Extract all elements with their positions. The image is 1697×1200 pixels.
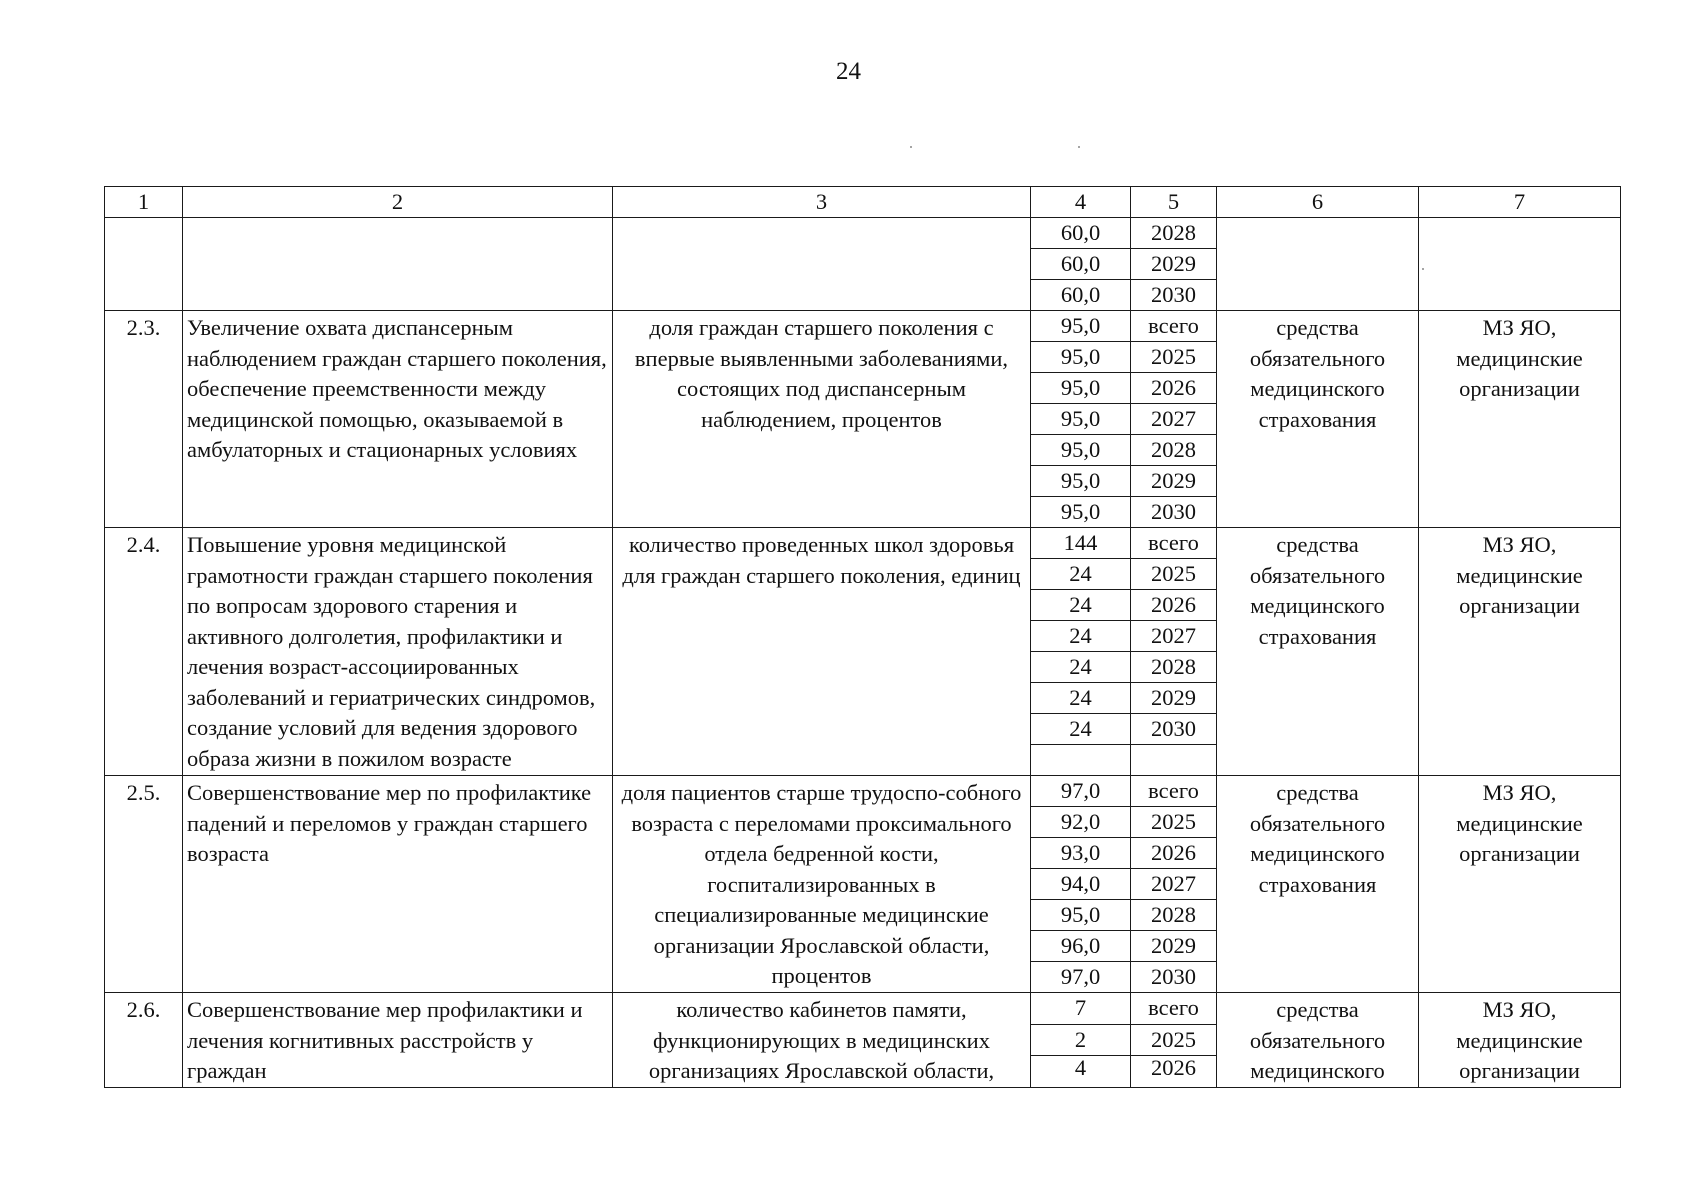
funding-source: средства обязательного медицинского страхования — [1217, 311, 1419, 528]
table-row — [105, 311, 1621, 342]
value-cell: 95,0 — [1031, 497, 1131, 528]
executor: МЗ ЯО, медицинские организации — [1419, 776, 1621, 993]
year-cell: 2028 — [1131, 435, 1217, 466]
year-cell: 2028 — [1131, 900, 1217, 931]
header-cell: 5 — [1131, 187, 1217, 218]
value-cell: 24 — [1031, 559, 1131, 590]
value-cell: 95,0 — [1031, 900, 1131, 931]
year-cell: 2025 — [1131, 342, 1217, 373]
indicator-text: количество кабинетов памяти, функционирующих в медицинских организациях Ярославской области, — [613, 993, 1031, 1088]
year-cell: 2026 — [1131, 590, 1217, 621]
funding-source: средства обязательного медицинского — [1217, 993, 1419, 1088]
value-cell: 24 — [1031, 590, 1131, 621]
empty-cell — [1217, 218, 1419, 311]
continuation-row — [105, 218, 1621, 249]
year-cell: 2029 — [1131, 683, 1217, 714]
year-cell: 2028 — [1131, 652, 1217, 683]
year-cell: 2029 — [1131, 466, 1217, 497]
section-number: 2.4. — [105, 528, 183, 776]
empty-cell — [613, 218, 1031, 311]
scan-speck — [910, 146, 912, 148]
year-cell: 2030 — [1131, 714, 1217, 745]
funding-source: средства обязательного медицинского страхования — [1217, 776, 1419, 993]
indicator-text: количество проведенных школ здоровья для граждан старшего поколения, единиц — [613, 528, 1031, 776]
value-cell: 4 — [1031, 1056, 1131, 1088]
executor: МЗ ЯО, медицинские организации — [1419, 528, 1621, 776]
year-cell: 2029 — [1131, 931, 1217, 962]
value-cell: 24 — [1031, 714, 1131, 745]
value-cell: 2 — [1031, 1024, 1131, 1056]
value-cell: 60,0 — [1031, 280, 1131, 311]
value-cell: 95,0 — [1031, 404, 1131, 435]
year-cell: 2025 — [1131, 807, 1217, 838]
value-cell: 24 — [1031, 652, 1131, 683]
year-cell: 2027 — [1131, 621, 1217, 652]
value-cell: 7 — [1031, 993, 1131, 1025]
year-cell: всего — [1131, 776, 1217, 807]
measures-table — [104, 186, 1621, 1088]
value-cell: 93,0 — [1031, 838, 1131, 869]
year-cell: всего — [1131, 993, 1217, 1025]
header-cell: 6 — [1217, 187, 1419, 218]
header-cell: 3 — [613, 187, 1031, 218]
year-cell: 2025 — [1131, 559, 1217, 590]
measure-text: Увеличение охвата диспансерным наблюдением граждан старшего поколения, обеспечение преемственности между медицинской помощью, оказываемой в амбулаторных и стационарных условиях — [183, 311, 613, 528]
empty-cell — [1131, 745, 1217, 776]
executor: МЗ ЯО, медицинские организации — [1419, 993, 1621, 1088]
header-cell: 2 — [183, 187, 613, 218]
year-cell: 2030 — [1131, 497, 1217, 528]
empty-cell — [1031, 745, 1131, 776]
value-cell: 95,0 — [1031, 373, 1131, 404]
value-cell: 24 — [1031, 683, 1131, 714]
value-cell: 97,0 — [1031, 776, 1131, 807]
indicator-text: доля пациентов старше трудоспо-собного возраста с переломами проксимального отдела бедренной кости, госпитализированных в специализированные медицинские организации Ярославской области, процентов — [613, 776, 1031, 993]
value-cell: 24 — [1031, 621, 1131, 652]
measure-text: Совершенствование мер профилактики и лечения когнитивных расстройств у граждан — [183, 993, 613, 1088]
measure-text: Совершенствование мер по профилактике падений и переломов у граждан старшего возраста — [183, 776, 613, 993]
year-cell: 2029 — [1131, 249, 1217, 280]
header-row — [105, 187, 1621, 218]
year-cell: 2027 — [1131, 869, 1217, 900]
year-cell: 2026 — [1131, 373, 1217, 404]
value-cell: 60,0 — [1031, 218, 1131, 249]
value-cell: 95,0 — [1031, 311, 1131, 342]
header-cell: 1 — [105, 187, 183, 218]
year-cell: 2027 — [1131, 404, 1217, 435]
header-cell: 7 — [1419, 187, 1621, 218]
value-cell: 95,0 — [1031, 342, 1131, 373]
year-cell: 2026 — [1131, 1056, 1217, 1088]
section-number: 2.5. — [105, 776, 183, 993]
value-cell: 95,0 — [1031, 466, 1131, 497]
value-cell: 94,0 — [1031, 869, 1131, 900]
value-cell: 92,0 — [1031, 807, 1131, 838]
empty-cell — [105, 218, 183, 311]
page-number: 24 — [836, 58, 861, 85]
table-row — [105, 528, 1621, 559]
scan-speck — [1078, 146, 1080, 148]
year-cell: 2026 — [1131, 838, 1217, 869]
year-cell: 2030 — [1131, 280, 1217, 311]
value-cell: 95,0 — [1031, 435, 1131, 466]
header-cell: 4 — [1031, 187, 1131, 218]
year-cell: всего — [1131, 311, 1217, 342]
table-row — [105, 993, 1621, 1025]
value-cell: 96,0 — [1031, 931, 1131, 962]
empty-cell — [183, 218, 613, 311]
year-cell: всего — [1131, 528, 1217, 559]
value-cell: 144 — [1031, 528, 1131, 559]
table-row — [105, 776, 1621, 807]
funding-source: средства обязательного медицинского страхования — [1217, 528, 1419, 776]
executor: МЗ ЯО, медицинские организации — [1419, 311, 1621, 528]
indicator-text: доля граждан старшего поколения с впервые выявленными заболеваниями, состоящих под диспансерным наблюдением, процентов — [613, 311, 1031, 528]
value-cell: 97,0 — [1031, 962, 1131, 993]
section-number: 2.6. — [105, 993, 183, 1088]
empty-cell — [1419, 218, 1621, 311]
measure-text: Повышение уровня медицинской грамотности граждан старшего поколения по вопросам здорового старения и активного долголетия, профилактики и лечения возраст-ассоциированных заболеваний и гериатрических синдромов, создание условий для ведения здорового образа жизни в пожилом возрасте — [183, 528, 613, 776]
year-cell: 2025 — [1131, 1024, 1217, 1056]
value-cell: 60,0 — [1031, 249, 1131, 280]
year-cell: 2028 — [1131, 218, 1217, 249]
section-number: 2.3. — [105, 311, 183, 528]
year-cell: 2030 — [1131, 962, 1217, 993]
